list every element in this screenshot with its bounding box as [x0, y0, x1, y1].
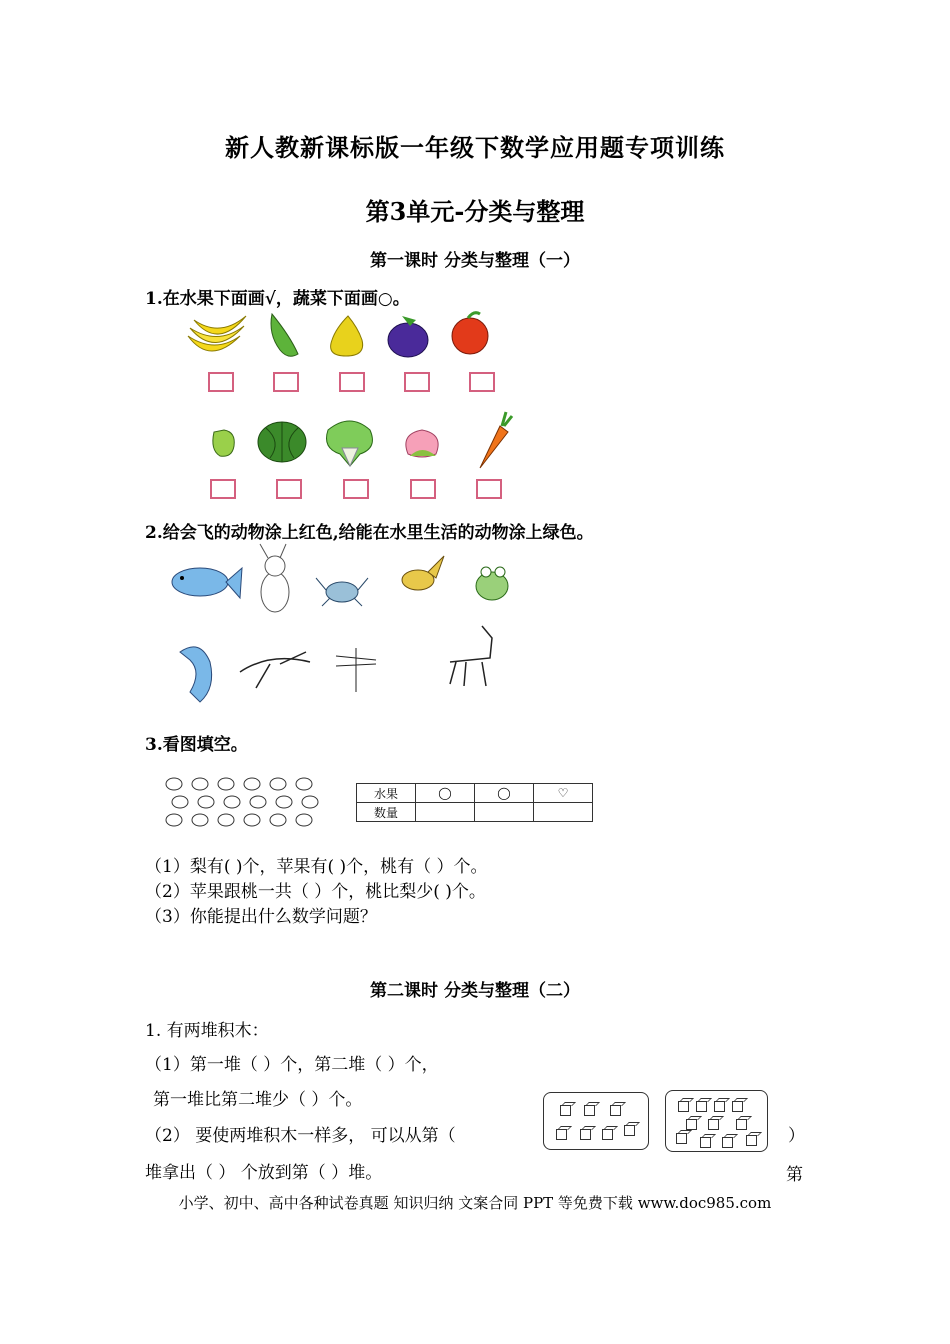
table-header-fruit: 水果: [357, 784, 416, 803]
answer-box[interactable]: [343, 479, 369, 499]
fruit-veg-row-2: [200, 408, 520, 472]
block-pile-1: [543, 1092, 649, 1150]
apple-icon: ◯: [475, 784, 534, 803]
q3-line-1: （1）梨有( )个，苹果有( )个，桃有（ ）个。: [145, 857, 488, 877]
answer-box[interactable]: [273, 372, 299, 392]
pear-image: [331, 316, 363, 356]
block-cube: [714, 1101, 725, 1112]
answer-box[interactable]: [404, 372, 430, 392]
answer-box[interactable]: [476, 479, 502, 499]
answer-box[interactable]: [276, 479, 302, 499]
footer-text: 小学、初中、高中各种试卷真题 知识归纳 文案合同 PPT 等免费下载 www.doc985.com: [178, 1194, 772, 1212]
answer-box[interactable]: [208, 372, 234, 392]
block-cube: [560, 1105, 571, 1116]
fruit-count-table: [356, 783, 593, 822]
block-cube: [624, 1125, 635, 1136]
question-3: 3.看图填空。: [145, 735, 248, 755]
bird-image: [402, 556, 444, 590]
animals-image: [160, 542, 530, 712]
answer-box[interactable]: [410, 479, 436, 499]
peach-icon: ♡: [534, 784, 593, 803]
l2-line-2: 第一堆比第二堆少（ ）个。: [153, 1090, 363, 1110]
block-cube: [686, 1119, 697, 1130]
block-cube: [746, 1135, 757, 1146]
block-cube: [580, 1129, 591, 1140]
dolphin-image: [180, 647, 212, 702]
answer-box[interactable]: [210, 479, 236, 499]
l2-line-3: （2） 要使两堆积木一样多， 可以从第（: [145, 1126, 456, 1146]
l2-line-1: （1）第一堆（ ）个，第二堆（ ）个，: [145, 1055, 439, 1075]
question-1: 1.在水果下面画√，蔬菜下面画○。: [145, 289, 410, 309]
block-cube: [732, 1101, 743, 1112]
crab-image: [316, 578, 368, 606]
fruit-pile-image: [160, 772, 340, 832]
l2-line-4: 堆拿出（ ） 个放到第（ ）堆。: [145, 1163, 383, 1183]
block-cube: [584, 1105, 595, 1116]
question-2: 2.给会飞的动物涂上红色,给能在水里生活的动物涂上绿色。: [145, 523, 594, 543]
answer-box[interactable]: [469, 372, 495, 392]
block-cube: [602, 1129, 613, 1140]
block-cube: [678, 1101, 689, 1112]
lesson2-question-1: 1. 有两堆积木：: [145, 1021, 269, 1041]
lesson1-title: 第一课时 分类与整理（一）: [370, 251, 580, 271]
count-cell[interactable]: [534, 803, 593, 822]
count-cell[interactable]: [416, 803, 475, 822]
block-pile-2: [665, 1090, 768, 1152]
pepper-image: [213, 430, 234, 456]
cabbage-image: [327, 421, 373, 466]
block-cube: [696, 1101, 707, 1112]
dragonfly-image: [336, 648, 376, 692]
block-cube: [736, 1119, 747, 1130]
block-cube: [700, 1137, 711, 1148]
block-cube: [708, 1119, 719, 1130]
watermelon-image: [258, 422, 306, 462]
banana-image: [188, 316, 246, 351]
fruit-veg-row-1: [180, 306, 510, 366]
pear-icon: ◯: [416, 784, 475, 803]
table-header-count: 数量: [357, 803, 416, 822]
frog-image: [476, 567, 508, 600]
fish-image: [172, 568, 242, 598]
block-cube: [676, 1133, 687, 1144]
lesson2-title: 第二课时 分类与整理（二）: [370, 981, 580, 1001]
carrot-image: [480, 412, 512, 468]
peach-image: [406, 430, 438, 457]
l2-line-5: 第: [786, 1165, 803, 1185]
block-cube: [722, 1137, 733, 1148]
unit-title: 第3单元-分类与整理: [365, 197, 585, 226]
block-cube: [556, 1129, 567, 1140]
apple-image: [452, 313, 488, 354]
q3-line-2: （2）苹果跟桃一共（ ）个，桃比梨少( )个。: [145, 882, 486, 902]
answer-box[interactable]: [339, 372, 365, 392]
eggplant-image: [388, 316, 428, 357]
l2-line-3-end: ）: [788, 1126, 805, 1146]
count-cell[interactable]: [475, 803, 534, 822]
rabbit-image: [260, 544, 289, 612]
block-cube: [610, 1105, 621, 1116]
horse-image: [450, 626, 492, 686]
q3-line-3: （3）你能提出什么数学问题？: [145, 907, 377, 927]
doc-title: 新人教新课标版一年级下数学应用题专项训练: [225, 133, 725, 162]
cucumber-image: [271, 314, 298, 356]
swallow-image: [240, 652, 310, 688]
